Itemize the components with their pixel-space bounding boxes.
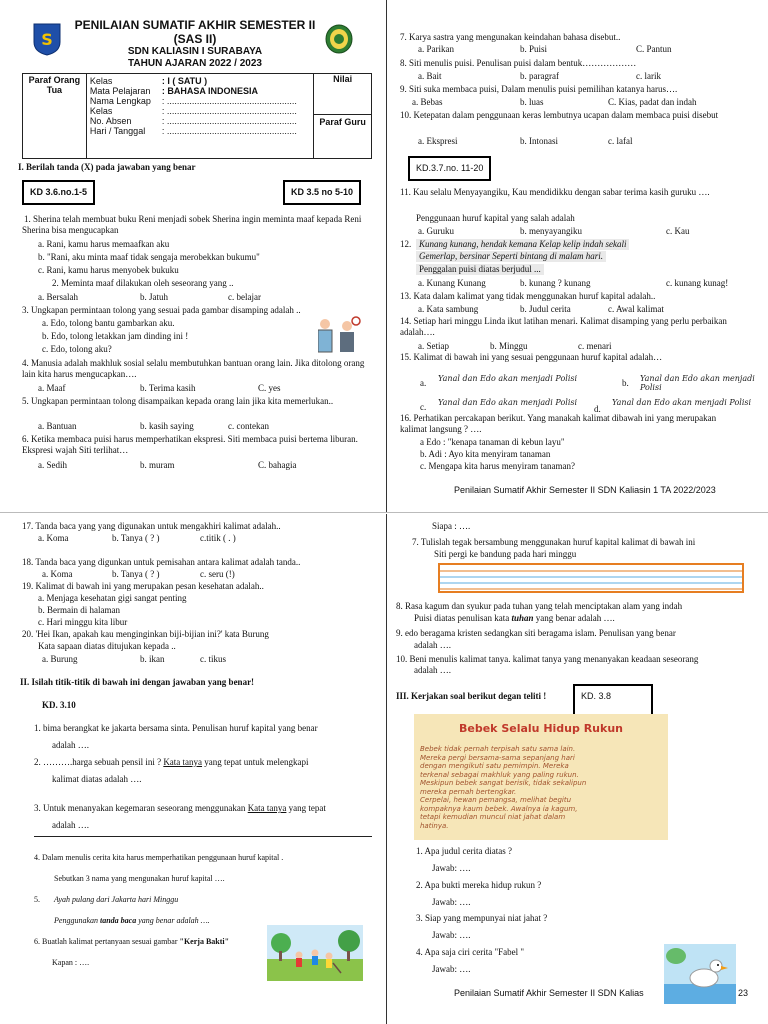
- question-3: 3. Ungkapan permintaan tolong yang sesuai pada gambar disamping adalah ..: [22, 305, 301, 315]
- q4-option-b[interactable]: b. Terima kasih: [140, 383, 196, 393]
- essay-3: 3. Untuk menanyakan kegemaran seseorang menggunakan Kata tanya yang tepat: [34, 803, 326, 813]
- q20-option-b[interactable]: b. ikan: [140, 654, 165, 664]
- question-13: 13. Kata dalam kalimat yang tidak menggunakan huruf kapital adalah..: [400, 291, 656, 301]
- q14-option-b[interactable]: b. Minggu: [490, 341, 528, 351]
- paraf-orang-tua-cell: Paraf Orang Tua: [23, 74, 87, 159]
- q19-option-c[interactable]: c. Hari minggu kita libur: [38, 617, 128, 627]
- info-label-kelas: Kelas: [89, 76, 113, 86]
- info-label-hari: Hari / Tanggal: [89, 126, 146, 136]
- story-question-1: 1. Apa judul cerita diatas ?: [416, 846, 512, 856]
- page-separator: [0, 512, 768, 513]
- q14-option-a[interactable]: a. Setiap: [418, 341, 449, 351]
- story-text: Bebek tidak pernah terpisah satu sama lain. Mereka pergi bersama-sama sepanjang hari dengan mengikuti satu pemimpin. Mereka terkenal sebagai makhluk yang paling rukun. Meskipun bebek sangat berisik, tidak sekalipun mereka pernah bertengkar. Cerpelai, hewan pemangsa, melihat begitu kompaknya kaum bebek. Awalnya ia kagum, tetapi kemudian muncul niat jahat dalam hatinya.: [420, 745, 587, 830]
- nama-field[interactable]: : ....................................................: [161, 96, 297, 106]
- q7-option-b[interactable]: b. Puisi: [520, 44, 548, 54]
- q10-option-b[interactable]: b. Intonasi: [520, 136, 558, 146]
- q13-option-a[interactable]: a. Kata sambung: [418, 304, 479, 314]
- q11-option-b[interactable]: b. menyayangiku: [520, 226, 582, 236]
- handwriting-lines-box[interactable]: [438, 563, 744, 593]
- nilai-cell: Nilai: [314, 74, 371, 115]
- q16-option-c[interactable]: c. Mengapa kita harus menyiram tanaman?: [420, 461, 575, 471]
- q5-option-a[interactable]: a. Bantuan: [38, 421, 77, 431]
- tanggal-field[interactable]: : ....................................................: [161, 126, 297, 136]
- q5-option-c[interactable]: c. contekan: [228, 421, 269, 431]
- info-value-mapel: : BAHASA INDONESIA: [161, 86, 258, 96]
- q18-option-a[interactable]: a. Koma: [42, 569, 73, 579]
- q7-option-c[interactable]: C. Pantun: [636, 44, 672, 54]
- section-1-title: I. Berilah tanda (X) pada jawaban yang benar: [18, 162, 196, 172]
- q20-option-a[interactable]: a. Burung: [42, 654, 78, 664]
- absen-field[interactable]: : ....................................................: [161, 116, 297, 126]
- q17-option-a[interactable]: a. Koma: [38, 533, 69, 543]
- column-divider-bottom: [386, 514, 387, 1024]
- essay-7: 7. Tulislah tegak bersambung menggunakan huruf kapital kalimat di bawah ini: [412, 537, 696, 547]
- exam-title: PENILAIAN SUMATIF AKHIR SEMESTER II: [74, 18, 316, 32]
- question-16: 16. Perhatikan percakapan berikut. Yang manakah kalimat dibawah ini yang merupakan kalimat langsung ? ….: [400, 413, 717, 434]
- svg-text:S: S: [41, 30, 53, 49]
- essay-9: 9. edo beragama kristen sedangkan siti beragama islam. Penulisan yang benar: [396, 628, 676, 638]
- page-footer-top: Penilaian Sumatif Akhir Semester II SDN Kaliasin 1 TA 2022/2023: [454, 485, 716, 495]
- story-title: Bebek Selalu Hidup Rukun: [459, 722, 623, 735]
- q15-handwriting-b: Yanal dan Edo akan menjadi Polisi: [640, 374, 755, 392]
- q9-option-b[interactable]: b. luas: [520, 97, 544, 107]
- question-20: 20. 'Hei Ikan, apakah kau menginginkan biji-bijian ini?' kata Burung: [22, 629, 269, 639]
- section-3-title: III. Kerjakan soal berikut degan teliti !: [396, 691, 547, 701]
- q15-option-a[interactable]: a.: [420, 378, 427, 388]
- q18-option-c[interactable]: c. seru (!): [200, 569, 235, 579]
- q3-option-b[interactable]: b. Edo, tolong letakkan jam dinding ini !: [42, 331, 189, 341]
- story-question-2: 2. Apa bukti mereka hidup rukun ?: [416, 880, 542, 890]
- essay-6-kapan[interactable]: Kapan : ….: [52, 958, 90, 967]
- q2-option-c[interactable]: c. belajar: [228, 292, 261, 302]
- q16-option-b[interactable]: b. Adi : Ayo kita menyiram tanaman: [420, 449, 551, 459]
- q2-option-a[interactable]: a. Bersalah: [38, 292, 78, 302]
- question-11-prompt: Penggunaan huruf kapital yang salah adalah: [416, 213, 575, 223]
- question-20-prompt: Kata sapaan diatas ditujukan kepada ..: [38, 641, 176, 651]
- page-footer-bottom-tail: 23: [738, 988, 749, 998]
- surabaya-emblem-logo: [32, 22, 62, 56]
- q15-handwriting-d: Yanal dan Edo akan menjadi Polisi: [612, 398, 752, 407]
- q12-option-b[interactable]: b. kunang ? kunang: [520, 278, 591, 288]
- essay-6-siapa[interactable]: Siapa : ….: [432, 521, 471, 531]
- section-2-title: II. Isilah titik-titik di bawah ini dengan jawaban yang benar!: [20, 677, 255, 687]
- column-divider: [386, 0, 387, 512]
- essay-1-answer[interactable]: adalah ….: [52, 740, 89, 750]
- story-question-4: 4. Apa saja ciri cerita "Fabel ": [416, 947, 525, 957]
- essay-divider: [34, 836, 372, 837]
- q18-option-b[interactable]: b. Tanya ( ? ): [112, 569, 160, 579]
- q20-option-c[interactable]: c. tikus: [200, 654, 226, 664]
- q1-option-b[interactable]: b. "Rani, aku minta maaf tidak sengaja merobekkan bukumu": [38, 252, 260, 262]
- question-19: 19. Kalimat di bawah ini yang merupakan pesan kesehatan adalah..: [22, 581, 264, 591]
- fable-story-card: [414, 714, 668, 840]
- question-6: 6. Ketika membaca puisi harus memperhatikan ekspresi. Siti membaca puisi bertema liburan. Ekspresi wajah Siti terlihat…: [22, 434, 358, 455]
- q3-option-a[interactable]: a. Edo, tolong bantu gambarkan aku.: [42, 318, 175, 328]
- question-7: 7. Karya sastra yang mengunakan keindahan bahasa disebut..: [400, 32, 621, 42]
- q16-option-a[interactable]: a Edo : "kenapa tanaman di kebun layu": [420, 437, 565, 447]
- q12-poem-line-1: Kunang kunang, hendak kemana Kelap kelip indah sekali: [416, 239, 629, 250]
- question-17: 17. Tanda baca yang yang digunakan untuk mengakhiri kalimat adalah..: [22, 521, 281, 531]
- q8-option-b[interactable]: b. paragraf: [520, 71, 559, 81]
- essay-4: 4. Dalam menulis cerita kita harus memperhatikan penggunaan huruf kapital .: [34, 853, 284, 862]
- story-answer-2[interactable]: Jawab: ….: [432, 897, 471, 907]
- essay-5-prompt[interactable]: Penggunakan tanda baca yang benar adalah ….: [54, 916, 210, 925]
- school-name: SDN KALIASIN I SURABAYA: [127, 46, 263, 57]
- question-10: 10. Ketepatan dalam penggunaan keras lembutnya ucapan dalam membaca puisi disebut: [400, 110, 719, 120]
- q19-option-b[interactable]: b. Bermain di halaman: [38, 605, 120, 615]
- q17-option-c[interactable]: c.titik ( . ): [200, 533, 236, 543]
- helping-illustration: [318, 316, 362, 356]
- info-label-kelas2: Kelas: [89, 106, 113, 116]
- info-label-mapel: Mata Pelajaran: [89, 86, 151, 96]
- kd-box-3-8: KD. 3.8: [573, 684, 653, 722]
- question-1: 1. Sherina telah membuat buku Reni menjadi sobek Sherina ingin meminta maaf kepada Reni Sherina bisa mengucapkan: [22, 214, 362, 235]
- q15-option-d[interactable]: d.: [594, 404, 601, 414]
- paraf-guru-cell: Paraf Guru: [319, 117, 366, 127]
- essay-6: 6. Buatlah kalimat pertanyaan sesuai gambar "Kerja Bakti": [34, 937, 230, 946]
- essay-3-answer[interactable]: adalah ….: [52, 820, 89, 830]
- q6-option-a[interactable]: a. Sedih: [38, 460, 67, 470]
- q15-handwriting-c: Yanal dan Edo akan menjadi Polisi: [438, 398, 578, 407]
- q10-option-c[interactable]: c. lafal: [608, 136, 633, 146]
- student-info-table: [22, 73, 372, 159]
- q8-option-a[interactable]: a. Bait: [418, 71, 442, 81]
- q2-option-b[interactable]: b. Jatuh: [140, 292, 168, 302]
- essay-8: 8. Rasa kagum dan syukur pada tuhan yang telah menciptakan alam yang indah: [396, 601, 683, 611]
- q19-option-a[interactable]: a. Menjaga kesehatan gigi sangat penting: [38, 593, 187, 603]
- q4-option-a[interactable]: a. Maaf: [38, 383, 66, 393]
- story-answer-4[interactable]: Jawab: ….: [432, 964, 471, 974]
- q5-option-b[interactable]: b. kasih saying: [140, 421, 194, 431]
- kelas-field[interactable]: : ....................................................: [161, 106, 297, 116]
- info-label-absen: No. Absen: [89, 116, 132, 126]
- essay-2: 2. ……….harga sebuah pensil ini ? Kata tanya yang tepat untuk melengkapi: [34, 757, 309, 767]
- page-footer-bottom: Penilaian Sumatif Akhir Semester II SDN Kalias: [454, 988, 644, 998]
- essay-5-number: 5.: [34, 895, 40, 904]
- essay-2-answer[interactable]: kalimat diatas adalah ….: [52, 774, 142, 784]
- q9-option-a[interactable]: a. Bebas: [412, 97, 443, 107]
- q8-option-c[interactable]: c. larik: [636, 71, 661, 81]
- duck-illustration: [664, 944, 736, 1004]
- question-12-prompt: Penggalan puisi diatas berjudul ...: [416, 264, 544, 275]
- q17-option-b[interactable]: b. Tanya ( ? ): [112, 533, 160, 543]
- question-9: 9. Siti suka membaca puisi, Dalam menulis puisi pemilihan katanya harus….: [400, 84, 678, 94]
- kd-3-10-label: KD. 3.10: [42, 700, 76, 710]
- essay-8-prompt[interactable]: Puisi diatas penulisan kata tuhan yang benar adalah ….: [414, 613, 615, 623]
- q3-option-c[interactable]: c. Edo, tolong aku?: [42, 344, 112, 354]
- essay-9-answer[interactable]: adalah ….: [414, 640, 451, 650]
- info-value-kelas: : I ( SATU ): [161, 76, 208, 86]
- q10-option-a[interactable]: a. Ekspresi: [418, 136, 458, 146]
- essay-5-sentence: Ayah pulang dari Jakarta hari Minggu: [54, 895, 179, 904]
- q14-option-c[interactable]: c. menari: [578, 341, 612, 351]
- q12-option-c[interactable]: c. kunang kunag!: [666, 278, 729, 288]
- question-18: 18. Tanda baca yang digunkan untuk pemisahan antara kalimat adalah tanda..: [22, 557, 301, 567]
- q6-option-c[interactable]: C. bahagia: [258, 460, 297, 470]
- essay-10-answer[interactable]: adalah ….: [414, 665, 451, 675]
- q13-option-b[interactable]: b. Judul cerita: [520, 304, 571, 314]
- q15-handwriting-a: Yanal dan Edo akan menjadi Polisi: [438, 374, 578, 383]
- question-8: 8. Siti menulis puisi. Penulisan puisi dalam bentuk………………: [400, 58, 637, 68]
- story-question-3: 3. Siap yang mempunyai niat jahat ?: [416, 913, 548, 923]
- essay-1: 1. bima berangkat ke jakarta bersama sinta. Penulisan huruf kapital yang benar: [34, 723, 318, 733]
- info-label-nama: Nama Lengkap: [89, 96, 151, 106]
- q4-option-c[interactable]: C. yes: [258, 383, 281, 393]
- q15-option-b[interactable]: b.: [622, 378, 629, 388]
- kerja-bakti-illustration: [267, 925, 363, 981]
- school-year: TAHUN AJARAN 2022 / 2023: [128, 58, 262, 69]
- q15-option-c[interactable]: c.: [420, 402, 427, 412]
- story-answer-1[interactable]: Jawab: ….: [432, 863, 471, 873]
- question-11: 11. Kau selalu Menyayangiku, Kau mendidikku dengan sabar terima kasih guruku ….: [400, 187, 710, 197]
- question-14: 14. Setiap hari minggu Linda ikut latihan menari. Kalimat disamping yang perlu perbaikan adalah….: [400, 316, 727, 337]
- kd-box-3-7: KD.3.7.no. 11-20: [408, 156, 491, 181]
- question-12-number: 12.: [400, 239, 412, 249]
- q9-option-c[interactable]: C. Kias, padat dan indah: [608, 97, 697, 107]
- question-15: 15. Kalimat di bawah ini yang sesuai penggunaan huruf kapital adalah…: [400, 352, 663, 362]
- q1-option-a[interactable]: a. Rani, kamu harus memaafkan aku: [38, 239, 170, 249]
- q12-poem-line-2: Gemerlap, bersinar Seperti bintang di malam hari.: [416, 251, 606, 262]
- q1-option-c[interactable]: c. Rani, kamu harus menyobek bukuku: [38, 265, 179, 275]
- question-5: 5. Ungkapan permintaan tolong disampaikan kepada orang lain jika kita memerlukan..: [22, 396, 334, 406]
- q13-option-c[interactable]: c. Awal kalimat: [608, 304, 664, 314]
- q7-option-a[interactable]: a. Parikan: [418, 44, 454, 54]
- kd-box-left: KD 3.6.no.1-5: [22, 180, 95, 205]
- q11-option-c[interactable]: c. Kau: [666, 226, 690, 236]
- q12-option-a[interactable]: a. Kunang Kunang: [418, 278, 486, 288]
- q11-option-a[interactable]: a. Guruku: [418, 226, 454, 236]
- essay-10: 10. Beni menulis kalimat tanya. kalimat tanya yang menanyakan keadaan seseorang: [396, 654, 699, 664]
- essay-4-prompt[interactable]: Sebutkan 3 nama yang mengunakan huruf kapital ….: [54, 874, 225, 883]
- essay-7-sentence: Siti pergi ke bandung pada hari minggu: [434, 549, 577, 559]
- story-answer-3[interactable]: Jawab: ….: [432, 930, 471, 940]
- q6-option-b[interactable]: b. muram: [140, 460, 175, 470]
- question-2: 2. Meminta maaf dilakukan oleh seseorang yang ..: [52, 278, 234, 288]
- kd-box-right: KD 3.5 no 5-10: [283, 180, 361, 205]
- exam-subtitle: (SAS II): [173, 32, 217, 46]
- question-4: 4. Manusia adalah makhluk sosial selalu membutuhkan bantuan orang lain. Jika ditolong orang lain kita harus mengucapkan….: [22, 358, 365, 379]
